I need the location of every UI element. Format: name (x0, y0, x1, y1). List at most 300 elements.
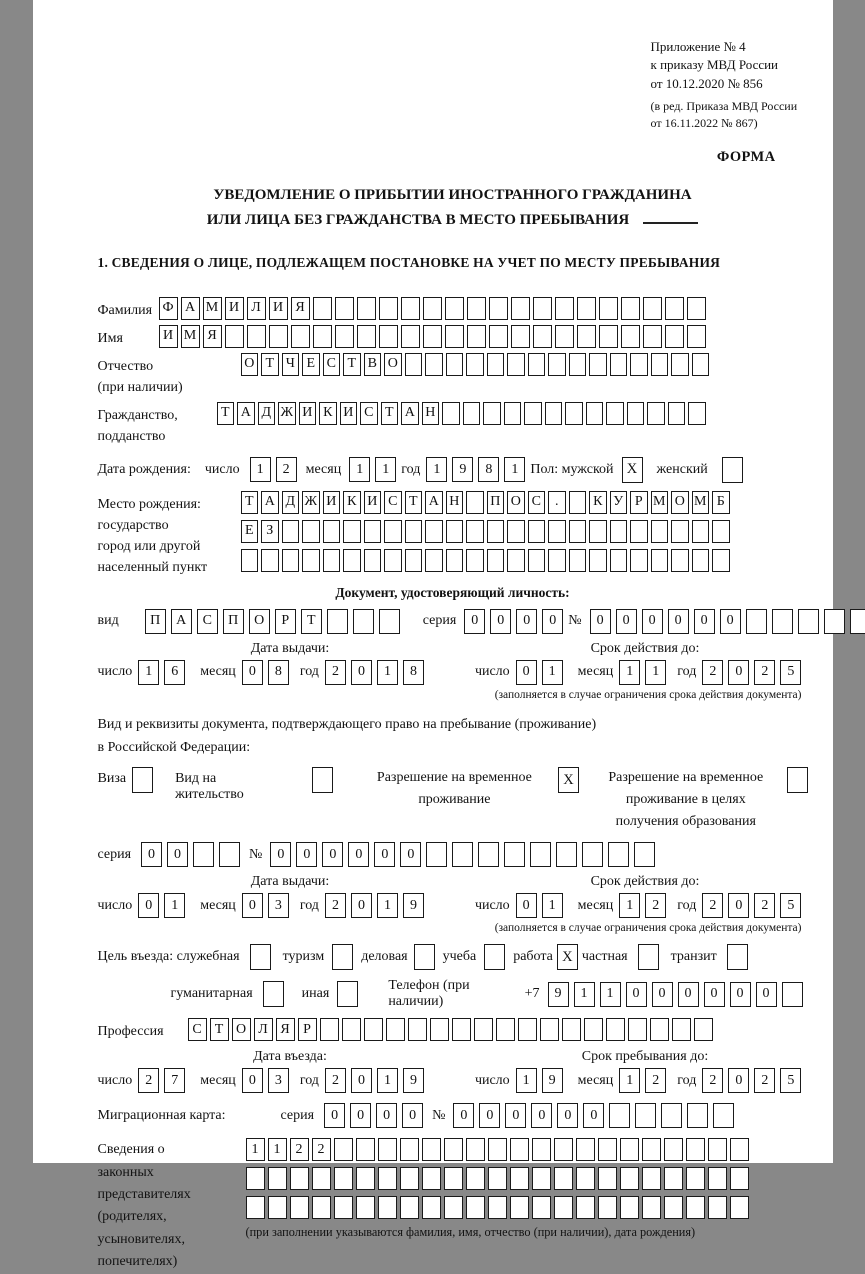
char-box[interactable]: 0 (322, 842, 343, 867)
char-box[interactable]: 0 (464, 609, 485, 634)
char-box[interactable] (401, 325, 420, 348)
char-box[interactable] (772, 609, 793, 634)
char-box[interactable] (609, 1103, 630, 1128)
char-box[interactable] (225, 325, 244, 348)
char-box[interactable]: Т (217, 402, 235, 425)
char-box[interactable]: 2 (325, 660, 346, 685)
checkbox-study[interactable] (484, 944, 505, 970)
char-box[interactable]: Е (241, 520, 259, 543)
char-box[interactable] (628, 1018, 647, 1041)
char-box[interactable] (290, 1167, 309, 1190)
char-box[interactable]: 6 (164, 660, 185, 685)
char-box[interactable]: М (692, 491, 710, 514)
char-box[interactable]: 9 (403, 1068, 424, 1093)
char-box[interactable] (446, 353, 464, 376)
char-box[interactable] (672, 1018, 691, 1041)
char-box[interactable] (555, 297, 574, 320)
char-box[interactable]: 1 (619, 660, 640, 685)
char-box[interactable] (589, 353, 607, 376)
char-box[interactable] (463, 402, 481, 425)
char-box[interactable]: И (299, 402, 317, 425)
char-box[interactable]: 0 (141, 842, 162, 867)
char-box[interactable] (651, 353, 669, 376)
char-box[interactable]: 1 (349, 457, 370, 482)
char-box[interactable]: 2 (702, 893, 723, 918)
char-box[interactable]: С (384, 491, 402, 514)
char-box[interactable]: 0 (242, 893, 263, 918)
char-box[interactable] (466, 549, 484, 572)
char-box[interactable] (378, 1196, 397, 1219)
char-box[interactable] (554, 1138, 573, 1161)
char-box[interactable] (442, 402, 460, 425)
char-box[interactable] (630, 353, 648, 376)
char-box[interactable]: 1 (268, 1138, 287, 1161)
char-box[interactable] (548, 520, 566, 543)
checkbox-visa[interactable] (132, 767, 153, 793)
char-box[interactable] (425, 353, 443, 376)
char-box[interactable] (540, 1018, 559, 1041)
char-box[interactable] (511, 297, 530, 320)
char-box[interactable]: 0 (242, 660, 263, 685)
char-box[interactable]: 0 (374, 842, 395, 867)
char-box[interactable] (620, 1138, 639, 1161)
char-box[interactable] (488, 1167, 507, 1190)
char-box[interactable] (518, 1018, 537, 1041)
char-box[interactable]: 0 (270, 842, 291, 867)
char-box[interactable]: 0 (490, 609, 511, 634)
char-box[interactable]: 0 (453, 1103, 474, 1128)
char-box[interactable] (357, 297, 376, 320)
char-box[interactable] (665, 297, 684, 320)
char-box[interactable] (467, 325, 486, 348)
char-box[interactable] (302, 549, 320, 572)
char-box[interactable] (708, 1167, 727, 1190)
char-box[interactable] (268, 1196, 287, 1219)
char-box[interactable] (379, 297, 398, 320)
char-box[interactable] (589, 549, 607, 572)
char-box[interactable] (665, 325, 684, 348)
char-box[interactable] (712, 549, 730, 572)
char-box[interactable] (620, 1167, 639, 1190)
char-box[interactable]: С (188, 1018, 207, 1041)
char-box[interactable]: 2 (754, 893, 775, 918)
char-box[interactable] (599, 325, 618, 348)
char-box[interactable]: Ф (159, 297, 178, 320)
char-box[interactable] (320, 1018, 339, 1041)
char-box[interactable] (400, 1196, 419, 1219)
char-box[interactable] (496, 1018, 515, 1041)
char-box[interactable] (692, 520, 710, 543)
char-box[interactable]: 0 (505, 1103, 526, 1128)
checkbox-business[interactable] (414, 944, 435, 970)
char-box[interactable]: А (181, 297, 200, 320)
char-box[interactable] (661, 1103, 682, 1128)
checkbox-female[interactable] (722, 457, 743, 483)
char-box[interactable] (635, 1103, 656, 1128)
char-box[interactable] (548, 353, 566, 376)
char-box[interactable]: Т (343, 353, 361, 376)
char-box[interactable] (356, 1167, 375, 1190)
char-box[interactable] (647, 402, 665, 425)
char-box[interactable] (426, 842, 447, 867)
char-box[interactable] (334, 1167, 353, 1190)
char-box[interactable] (850, 609, 865, 634)
char-box[interactable]: Д (258, 402, 276, 425)
char-box[interactable]: 0 (642, 609, 663, 634)
char-box[interactable] (312, 1167, 331, 1190)
char-box[interactable] (446, 549, 464, 572)
char-box[interactable]: К (343, 491, 361, 514)
char-box[interactable] (824, 609, 845, 634)
char-box[interactable]: Т (210, 1018, 229, 1041)
char-box[interactable] (335, 297, 354, 320)
checkbox-service[interactable] (250, 944, 271, 970)
char-box[interactable] (510, 1196, 529, 1219)
char-box[interactable] (671, 549, 689, 572)
char-box[interactable] (313, 325, 332, 348)
char-box[interactable] (555, 325, 574, 348)
char-box[interactable]: Т (405, 491, 423, 514)
char-box[interactable] (687, 1103, 708, 1128)
char-box[interactable]: И (225, 297, 244, 320)
char-box[interactable] (577, 297, 596, 320)
char-box[interactable]: Т (301, 609, 322, 634)
char-box[interactable] (487, 353, 505, 376)
char-box[interactable]: С (360, 402, 378, 425)
char-box[interactable] (247, 325, 266, 348)
checkbox-residence-permit[interactable] (312, 767, 333, 793)
char-box[interactable] (577, 325, 596, 348)
char-box[interactable] (668, 402, 686, 425)
char-box[interactable] (643, 325, 662, 348)
char-box[interactable]: Т (261, 353, 279, 376)
char-box[interactable]: 2 (702, 1068, 723, 1093)
char-box[interactable]: У (610, 491, 628, 514)
char-box[interactable] (488, 1196, 507, 1219)
char-box[interactable] (452, 842, 473, 867)
char-box[interactable] (444, 1167, 463, 1190)
char-box[interactable] (408, 1018, 427, 1041)
char-box[interactable]: 0 (351, 660, 372, 685)
char-box[interactable] (533, 325, 552, 348)
char-box[interactable] (246, 1167, 265, 1190)
char-box[interactable] (488, 1138, 507, 1161)
char-box[interactable]: М (181, 325, 200, 348)
char-box[interactable]: 1 (504, 457, 525, 482)
char-box[interactable] (530, 842, 551, 867)
char-box[interactable] (323, 549, 341, 572)
char-box[interactable]: 1 (619, 1068, 640, 1093)
char-box[interactable] (533, 297, 552, 320)
char-box[interactable]: 0 (296, 842, 317, 867)
char-box[interactable] (507, 353, 525, 376)
char-box[interactable]: 0 (479, 1103, 500, 1128)
char-box[interactable]: 8 (268, 660, 289, 685)
char-box[interactable] (664, 1138, 683, 1161)
char-box[interactable] (610, 549, 628, 572)
char-box[interactable] (364, 1018, 383, 1041)
char-box[interactable]: 0 (400, 842, 421, 867)
char-box[interactable] (608, 842, 629, 867)
char-box[interactable] (569, 353, 587, 376)
char-box[interactable]: 5 (780, 660, 801, 685)
char-box[interactable] (466, 1138, 485, 1161)
char-box[interactable]: А (237, 402, 255, 425)
char-box[interactable]: 1 (375, 457, 396, 482)
char-box[interactable] (712, 520, 730, 543)
char-box[interactable]: 0 (351, 893, 372, 918)
char-box[interactable] (219, 842, 240, 867)
char-box[interactable] (627, 402, 645, 425)
char-box[interactable]: 9 (403, 893, 424, 918)
char-box[interactable]: 0 (557, 1103, 578, 1128)
char-box[interactable] (686, 1167, 705, 1190)
char-box[interactable]: Д (282, 491, 300, 514)
char-box[interactable] (671, 353, 689, 376)
char-box[interactable] (634, 842, 655, 867)
char-box[interactable]: 1 (645, 660, 666, 685)
char-box[interactable]: 0 (402, 1103, 423, 1128)
char-box[interactable] (467, 297, 486, 320)
char-box[interactable]: 2 (645, 1068, 666, 1093)
char-box[interactable] (554, 1196, 573, 1219)
char-box[interactable]: 1 (542, 660, 563, 685)
char-box[interactable]: О (232, 1018, 251, 1041)
char-box[interactable] (651, 520, 669, 543)
char-box[interactable]: 0 (616, 609, 637, 634)
char-box[interactable] (782, 982, 803, 1007)
char-box[interactable] (474, 1018, 493, 1041)
char-box[interactable]: В (364, 353, 382, 376)
char-box[interactable]: 0 (324, 1103, 345, 1128)
char-box[interactable] (569, 549, 587, 572)
char-box[interactable] (610, 353, 628, 376)
char-box[interactable] (586, 402, 604, 425)
char-box[interactable]: М (651, 491, 669, 514)
char-box[interactable] (487, 549, 505, 572)
char-box[interactable] (606, 1018, 625, 1041)
char-box[interactable] (400, 1138, 419, 1161)
char-box[interactable] (630, 520, 648, 543)
char-box[interactable] (708, 1196, 727, 1219)
checkbox-private[interactable] (638, 944, 659, 970)
char-box[interactable]: А (171, 609, 192, 634)
char-box[interactable] (621, 297, 640, 320)
char-box[interactable] (664, 1196, 683, 1219)
char-box[interactable]: П (487, 491, 505, 514)
char-box[interactable] (444, 1138, 463, 1161)
char-box[interactable] (576, 1167, 595, 1190)
char-box[interactable] (364, 520, 382, 543)
char-box[interactable]: Р (275, 609, 296, 634)
char-box[interactable] (353, 609, 374, 634)
char-box[interactable]: С (323, 353, 341, 376)
char-box[interactable]: О (507, 491, 525, 514)
char-box[interactable]: Я (276, 1018, 295, 1041)
char-box[interactable]: 1 (542, 893, 563, 918)
char-box[interactable]: 1 (164, 893, 185, 918)
char-box[interactable]: 0 (376, 1103, 397, 1128)
char-box[interactable] (548, 549, 566, 572)
char-box[interactable] (671, 520, 689, 543)
char-box[interactable] (642, 1138, 661, 1161)
char-box[interactable] (364, 549, 382, 572)
char-box[interactable] (507, 549, 525, 572)
char-box[interactable] (357, 325, 376, 348)
char-box[interactable] (444, 1196, 463, 1219)
char-box[interactable]: 2 (754, 1068, 775, 1093)
char-box[interactable]: 0 (516, 893, 537, 918)
char-box[interactable] (268, 1167, 287, 1190)
char-box[interactable]: Р (630, 491, 648, 514)
char-box[interactable]: 0 (542, 609, 563, 634)
char-box[interactable] (582, 842, 603, 867)
char-box[interactable] (478, 842, 499, 867)
char-box[interactable] (528, 520, 546, 543)
char-box[interactable] (246, 1196, 265, 1219)
char-box[interactable]: 0 (516, 660, 537, 685)
char-box[interactable] (487, 520, 505, 543)
checkbox-temp-res-edu[interactable] (787, 767, 808, 793)
char-box[interactable]: 0 (704, 982, 725, 1007)
char-box[interactable]: Е (302, 353, 320, 376)
char-box[interactable] (489, 325, 508, 348)
char-box[interactable]: 0 (652, 982, 673, 1007)
char-box[interactable] (576, 1138, 595, 1161)
char-box[interactable] (422, 1167, 441, 1190)
char-box[interactable] (405, 353, 423, 376)
char-box[interactable] (599, 297, 618, 320)
char-box[interactable] (510, 1138, 529, 1161)
char-box[interactable]: З (261, 520, 279, 543)
char-box[interactable] (532, 1138, 551, 1161)
char-box[interactable]: 2 (312, 1138, 331, 1161)
char-box[interactable]: 0 (516, 609, 537, 634)
char-box[interactable] (510, 1167, 529, 1190)
char-box[interactable] (261, 549, 279, 572)
char-box[interactable]: 1 (246, 1138, 265, 1161)
char-box[interactable] (327, 609, 348, 634)
char-box[interactable] (746, 609, 767, 634)
char-box[interactable] (507, 520, 525, 543)
char-box[interactable]: 1 (138, 660, 159, 685)
char-box[interactable] (598, 1138, 617, 1161)
char-box[interactable]: Т (381, 402, 399, 425)
char-box[interactable]: С (528, 491, 546, 514)
char-box[interactable]: Я (203, 325, 222, 348)
char-box[interactable]: И (364, 491, 382, 514)
char-box[interactable]: 0 (350, 1103, 371, 1128)
char-box[interactable] (430, 1018, 449, 1041)
char-box[interactable]: 0 (583, 1103, 604, 1128)
char-box[interactable] (650, 1018, 669, 1041)
char-box[interactable] (269, 325, 288, 348)
char-box[interactable]: 9 (548, 982, 569, 1007)
char-box[interactable] (343, 520, 361, 543)
char-box[interactable] (504, 402, 522, 425)
char-box[interactable] (378, 1138, 397, 1161)
char-box[interactable]: 0 (730, 982, 751, 1007)
char-box[interactable] (687, 325, 706, 348)
char-box[interactable] (405, 549, 423, 572)
char-box[interactable] (291, 325, 310, 348)
char-box[interactable] (334, 1138, 353, 1161)
char-box[interactable]: 0 (678, 982, 699, 1007)
char-box[interactable]: 0 (728, 660, 749, 685)
char-box[interactable] (282, 520, 300, 543)
char-box[interactable]: А (425, 491, 443, 514)
char-box[interactable]: Л (247, 297, 266, 320)
char-box[interactable]: 2 (325, 1068, 346, 1093)
char-box[interactable] (713, 1103, 734, 1128)
char-box[interactable]: 0 (728, 893, 749, 918)
char-box[interactable] (730, 1138, 749, 1161)
char-box[interactable] (545, 402, 563, 425)
char-box[interactable] (323, 520, 341, 543)
char-box[interactable]: И (323, 491, 341, 514)
char-box[interactable]: 0 (720, 609, 741, 634)
char-box[interactable] (313, 297, 332, 320)
char-box[interactable]: А (401, 402, 419, 425)
char-box[interactable] (554, 1167, 573, 1190)
char-box[interactable]: 8 (403, 660, 424, 685)
char-box[interactable] (532, 1196, 551, 1219)
char-box[interactable]: Л (254, 1018, 273, 1041)
char-box[interactable]: О (249, 609, 270, 634)
char-box[interactable] (282, 549, 300, 572)
char-box[interactable] (692, 549, 710, 572)
char-box[interactable] (193, 842, 214, 867)
char-box[interactable] (630, 549, 648, 572)
char-box[interactable] (401, 297, 420, 320)
char-box[interactable]: О (241, 353, 259, 376)
char-box[interactable]: А (261, 491, 279, 514)
char-box[interactable] (290, 1196, 309, 1219)
char-box[interactable] (423, 297, 442, 320)
char-box[interactable] (379, 325, 398, 348)
checkbox-transit[interactable] (727, 944, 748, 970)
char-box[interactable]: 2 (325, 893, 346, 918)
char-box[interactable]: 9 (452, 457, 473, 482)
char-box[interactable] (466, 353, 484, 376)
char-box[interactable] (606, 402, 624, 425)
char-box[interactable] (312, 1196, 331, 1219)
char-box[interactable] (379, 609, 400, 634)
char-box[interactable]: 9 (542, 1068, 563, 1093)
char-box[interactable] (446, 520, 464, 543)
char-box[interactable] (384, 549, 402, 572)
char-box[interactable] (621, 325, 640, 348)
char-box[interactable] (489, 297, 508, 320)
char-box[interactable] (562, 1018, 581, 1041)
char-box[interactable] (708, 1138, 727, 1161)
char-box[interactable] (651, 549, 669, 572)
char-box[interactable]: 0 (668, 609, 689, 634)
char-box[interactable] (483, 402, 501, 425)
char-box[interactable]: И (159, 325, 178, 348)
char-box[interactable] (610, 520, 628, 543)
char-box[interactable]: 2 (754, 660, 775, 685)
char-box[interactable]: С (197, 609, 218, 634)
char-box[interactable] (335, 325, 354, 348)
char-box[interactable] (730, 1196, 749, 1219)
char-box[interactable]: 8 (478, 457, 499, 482)
char-box[interactable] (598, 1167, 617, 1190)
char-box[interactable] (620, 1196, 639, 1219)
char-box[interactable] (694, 1018, 713, 1041)
checkbox-other[interactable] (337, 981, 358, 1007)
char-box[interactable] (466, 491, 484, 514)
